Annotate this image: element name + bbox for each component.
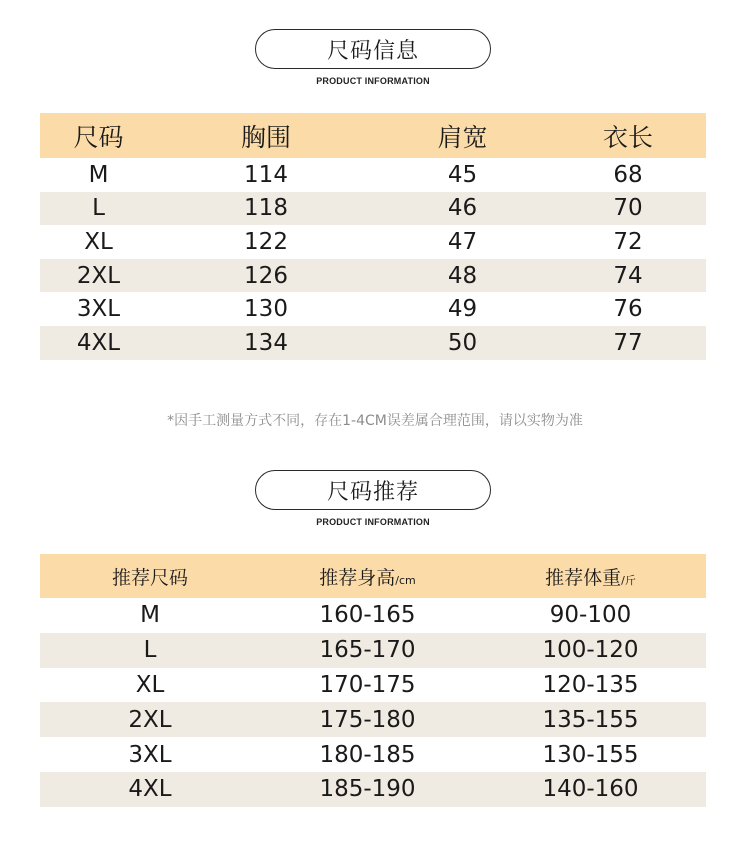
cell-length: 70 [613,195,643,222]
cell-chest: 134 [244,329,288,356]
table-row [40,598,706,633]
cell-height: 180-185 [319,741,416,768]
cell-size: XL [135,671,165,698]
table-row [40,158,706,192]
table-row [40,292,706,326]
section-title-text: 尺码推荐 [326,479,419,505]
table-row [40,633,706,668]
section-subtitle: PRODUCT INFORMATION [316,76,430,86]
table-row [40,668,706,703]
cell-size: 3XL [76,296,121,323]
header-cell-chest: 胸围 [240,122,291,152]
cell-height: 160-165 [319,602,416,629]
cell-length: 77 [613,329,643,356]
header-cell-length: 衣长 [602,122,653,152]
cell-height: 170-175 [319,671,416,698]
cell-length: 74 [613,262,643,289]
cell-size: XL [84,228,113,255]
header-label: 推荐体重 [545,566,622,589]
cell-length: 72 [613,228,643,255]
cell-weight: 140-160 [542,776,639,803]
cell-size: 4XL [128,776,172,803]
measurement-note: *因手工测量方式不同，存在1-4CM误差属合理范围，请以实物为准 [167,413,583,429]
cell-size: 3XL [128,741,172,768]
header-unit: /斤 [621,573,636,587]
table-header-row [40,113,706,158]
table-header-row [40,554,706,598]
header-cell-recommended-height [260,563,475,590]
cell-shoulder: 48 [447,262,478,289]
cell-shoulder: 50 [447,329,478,356]
cell-shoulder: 46 [447,195,478,222]
cell-shoulder: 45 [447,161,478,188]
header-cell-recommended-size [40,563,260,590]
cell-weight: 130-155 [542,741,639,768]
cell-height: 165-170 [319,637,416,664]
header-cell-recommended-weight [475,563,706,590]
cell-size: 2XL [76,262,121,289]
cell-length: 76 [613,296,643,323]
section-title-size-info [255,29,491,69]
cell-chest: 130 [244,296,288,323]
table-row [40,192,706,226]
cell-size: M [140,602,160,629]
cell-size: L [92,195,105,222]
section-title-text: 尺码信息 [326,38,419,64]
cell-shoulder: 49 [447,296,478,323]
table-row [40,259,706,293]
cell-length: 68 [613,161,643,188]
cell-shoulder: 47 [447,228,478,255]
cell-chest: 122 [244,228,288,255]
section-title-size-recommend [255,470,491,510]
header-cell-shoulder: 肩宽 [437,122,488,152]
size-recommend-table [40,554,706,807]
cell-height: 185-190 [319,776,416,803]
table-row [40,326,706,360]
header-label: 推荐身高 [319,566,396,589]
cell-weight: 90-100 [549,602,632,629]
cell-weight: 120-135 [542,671,639,698]
cell-weight: 135-155 [542,706,639,733]
cell-chest: 126 [244,262,288,289]
cell-size: M [88,161,109,188]
cell-size: 4XL [76,329,121,356]
cell-size: L [143,637,157,664]
header-cell-size: 尺码 [73,122,124,152]
table-row [40,225,706,259]
cell-chest: 114 [244,161,288,188]
size-info-table [40,113,706,360]
cell-size: 2XL [128,706,172,733]
table-row [40,702,706,737]
section-subtitle: PRODUCT INFORMATION [316,517,430,527]
header-unit: /cm [395,573,416,587]
header-label: 推荐尺码 [111,566,188,589]
table-row [40,737,706,772]
cell-height: 175-180 [319,706,416,733]
cell-chest: 118 [244,195,288,222]
table-row [40,772,706,807]
cell-weight: 100-120 [542,637,639,664]
